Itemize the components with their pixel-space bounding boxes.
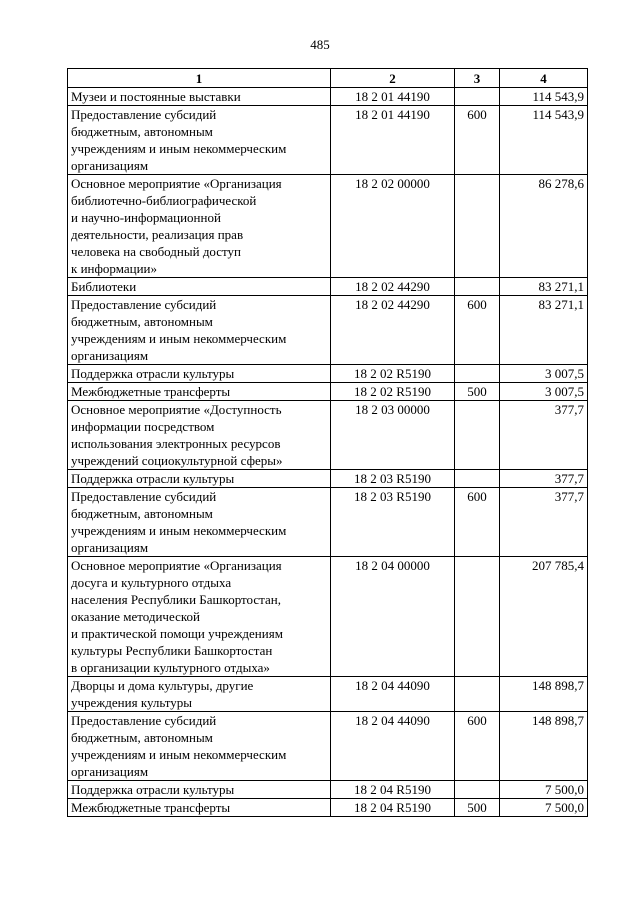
row-expense-type-cell: 600 [455, 712, 500, 781]
table-row [68, 799, 588, 817]
row-expense-type-cell [455, 401, 500, 470]
row-name-cell: Музеи и постоянные выставки [68, 88, 331, 106]
row-name-cell: Библиотеки [68, 278, 331, 296]
header-col-1: 1 [68, 69, 331, 88]
budget-table [67, 68, 588, 817]
row-expense-type-cell [455, 557, 500, 677]
table-row [68, 401, 588, 470]
row-name-cell: Предоставление субсидий бюджетным, автономным учреждениям и иным некоммерческим организациям [68, 106, 331, 175]
row-name-cell: Предоставление субсидий бюджетным, автономным учреждениям и иным некоммерческим организациям [68, 712, 331, 781]
table-row [68, 278, 588, 296]
row-expense-type-cell [455, 365, 500, 383]
header-row [68, 69, 588, 88]
table-body [68, 88, 588, 817]
row-amount-cell: 83 271,1 [500, 278, 588, 296]
row-name-cell: Дворцы и дома культуры, другие учреждения культуры [68, 677, 331, 712]
row-name-cell: Предоставление субсидий бюджетным, автономным учреждениям и иным некоммерческим организациям [68, 488, 331, 557]
row-expense-type-cell: 600 [455, 296, 500, 365]
table-row [68, 383, 588, 401]
row-code-cell: 18 2 02 R5190 [331, 383, 455, 401]
row-amount-cell: 377,7 [500, 401, 588, 470]
row-expense-type-cell [455, 781, 500, 799]
row-code-cell: 18 2 01 44190 [331, 106, 455, 175]
row-code-cell: 18 2 03 R5190 [331, 488, 455, 557]
row-name-cell: Поддержка отрасли культуры [68, 365, 331, 383]
row-code-cell: 18 2 04 R5190 [331, 781, 455, 799]
row-code-cell: 18 2 02 44290 [331, 278, 455, 296]
row-expense-type-cell: 500 [455, 799, 500, 817]
table-header [68, 69, 588, 88]
header-col-4: 4 [500, 69, 588, 88]
row-code-cell: 18 2 02 00000 [331, 175, 455, 278]
row-amount-cell: 148 898,7 [500, 712, 588, 781]
row-expense-type-cell: 600 [455, 488, 500, 557]
row-amount-cell: 86 278,6 [500, 175, 588, 278]
row-name-cell: Поддержка отрасли культуры [68, 781, 331, 799]
row-name-cell: Предоставление субсидий бюджетным, автономным учреждениям и иным некоммерческим организациям [68, 296, 331, 365]
row-code-cell: 18 2 03 00000 [331, 401, 455, 470]
row-amount-cell: 148 898,7 [500, 677, 588, 712]
row-amount-cell: 3 007,5 [500, 383, 588, 401]
page-number: 485 [310, 37, 330, 52]
table-row [68, 88, 588, 106]
row-amount-cell: 83 271,1 [500, 296, 588, 365]
row-name-cell: Межбюджетные трансферты [68, 383, 331, 401]
row-expense-type-cell [455, 88, 500, 106]
row-name-cell: Межбюджетные трансферты [68, 799, 331, 817]
row-amount-cell: 114 543,9 [500, 106, 588, 175]
row-code-cell: 18 2 01 44190 [331, 88, 455, 106]
row-amount-cell: 3 007,5 [500, 365, 588, 383]
row-code-cell: 18 2 04 44090 [331, 712, 455, 781]
row-expense-type-cell [455, 470, 500, 488]
row-name-cell: Основное мероприятие «Организация библиотечно-библиографической и научно-информационной деятельности, реализация прав человека на свободный доступ к информации» [68, 175, 331, 278]
row-amount-cell: 7 500,0 [500, 799, 588, 817]
row-amount-cell: 207 785,4 [500, 557, 588, 677]
row-name-cell: Основное мероприятие «Доступность информации посредством использования электронных ресурсов учреждений социокультурной сферы» [68, 401, 331, 470]
row-expense-type-cell: 600 [455, 106, 500, 175]
table-row [68, 470, 588, 488]
row-expense-type-cell [455, 175, 500, 278]
row-code-cell: 18 2 04 R5190 [331, 799, 455, 817]
table-row [68, 365, 588, 383]
row-name-cell: Поддержка отрасли культуры [68, 470, 331, 488]
table-row [68, 175, 588, 278]
row-expense-type-cell: 500 [455, 383, 500, 401]
row-expense-type-cell [455, 278, 500, 296]
row-code-cell: 18 2 04 44090 [331, 677, 455, 712]
table-row [68, 677, 588, 712]
row-code-cell: 18 2 02 R5190 [331, 365, 455, 383]
table-row [68, 557, 588, 677]
row-amount-cell: 377,7 [500, 470, 588, 488]
row-amount-cell: 7 500,0 [500, 781, 588, 799]
header-col-3: 3 [455, 69, 500, 88]
row-amount-cell: 377,7 [500, 488, 588, 557]
row-expense-type-cell [455, 677, 500, 712]
table-row [68, 488, 588, 557]
row-name-cell: Основное мероприятие «Организация досуга и культурного отдыха населения Республики Башкортостан, оказание методической и практической помощи учреждениям культуры Республики Башкортостан в организации культурного отдыха» [68, 557, 331, 677]
table-row [68, 106, 588, 175]
table-row [68, 296, 588, 365]
table-row [68, 712, 588, 781]
row-amount-cell: 114 543,9 [500, 88, 588, 106]
table-row [68, 781, 588, 799]
header-col-2: 2 [331, 69, 455, 88]
row-code-cell: 18 2 03 R5190 [331, 470, 455, 488]
row-code-cell: 18 2 04 00000 [331, 557, 455, 677]
row-code-cell: 18 2 02 44290 [331, 296, 455, 365]
